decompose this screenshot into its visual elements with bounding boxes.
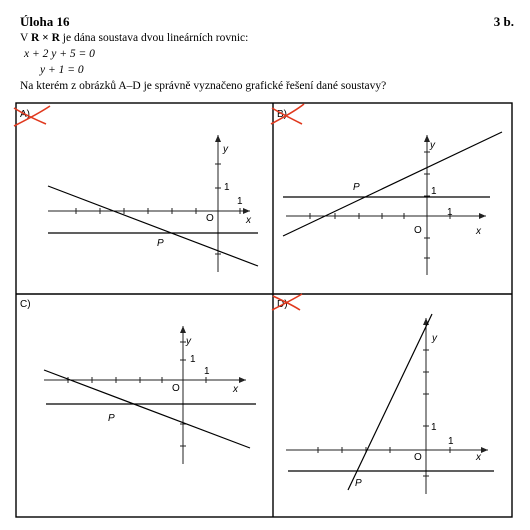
axis-x-label: x (246, 215, 251, 226)
panel-frame (16, 103, 512, 517)
axis-y-label: y (223, 144, 228, 155)
equation-2: y + 1 = 0 (40, 64, 84, 76)
tick-x-label: 1 (204, 366, 210, 377)
x-axis-arrow (243, 208, 250, 214)
intro-prefix: V (20, 32, 29, 44)
axis-x-label: x (233, 384, 238, 395)
line-1 (348, 314, 432, 490)
tick-y-label: 1 (224, 182, 230, 193)
axis-x-label: x (476, 226, 481, 237)
panel-label: B) (277, 109, 287, 120)
intro-set: R × R (30, 32, 60, 44)
panel-label: C) (20, 299, 31, 310)
x-axis-arrow (239, 377, 246, 383)
origin-label: O (414, 452, 422, 463)
y-axis-arrow (180, 326, 186, 333)
axis-y-label: y (432, 333, 437, 344)
point-p-label: P (353, 182, 360, 193)
task-question: Na kterém z obrázků A–D je správně vyznačeno grafické řešení dané soustavy? (20, 80, 387, 92)
panel-d[interactable] (272, 294, 494, 494)
x-axis-arrow (479, 213, 486, 219)
point-p-label: P (355, 478, 362, 489)
task-title: Úloha 16 (20, 14, 70, 29)
line-1 (283, 132, 502, 236)
tick-y-label: 1 (431, 186, 437, 197)
tick-x-label: 1 (237, 196, 243, 207)
tick-y-label: 1 (431, 422, 437, 433)
origin-label: O (206, 213, 214, 224)
origin-label: O (172, 383, 180, 394)
point-p-label: P (108, 413, 115, 424)
axis-y-label: y (186, 336, 191, 347)
cross-mark-icon (271, 104, 304, 124)
panel-a[interactable] (14, 106, 258, 272)
tick-x-label: 1 (447, 207, 453, 218)
tick-x-label: 1 (448, 436, 454, 447)
equation-1: x + 2 y + 5 = 0 (24, 48, 95, 60)
line-1 (44, 370, 250, 448)
panel-label: A) (20, 109, 30, 120)
x-axis-arrow (481, 447, 488, 453)
panel-c[interactable] (20, 299, 256, 464)
origin-label: O (414, 225, 422, 236)
line-1 (48, 186, 258, 266)
axis-x-label: x (476, 452, 481, 463)
point-p-label: P (157, 238, 164, 249)
task-points: 3 b. (493, 14, 514, 29)
panel-b[interactable] (271, 104, 502, 275)
axis-y-label: y (430, 140, 435, 151)
y-axis-arrow (215, 135, 221, 142)
tick-y-label: 1 (190, 354, 196, 365)
panel-label: D) (277, 299, 288, 310)
intro-text: je dána soustava dvou lineárních rovnic: (62, 32, 249, 44)
